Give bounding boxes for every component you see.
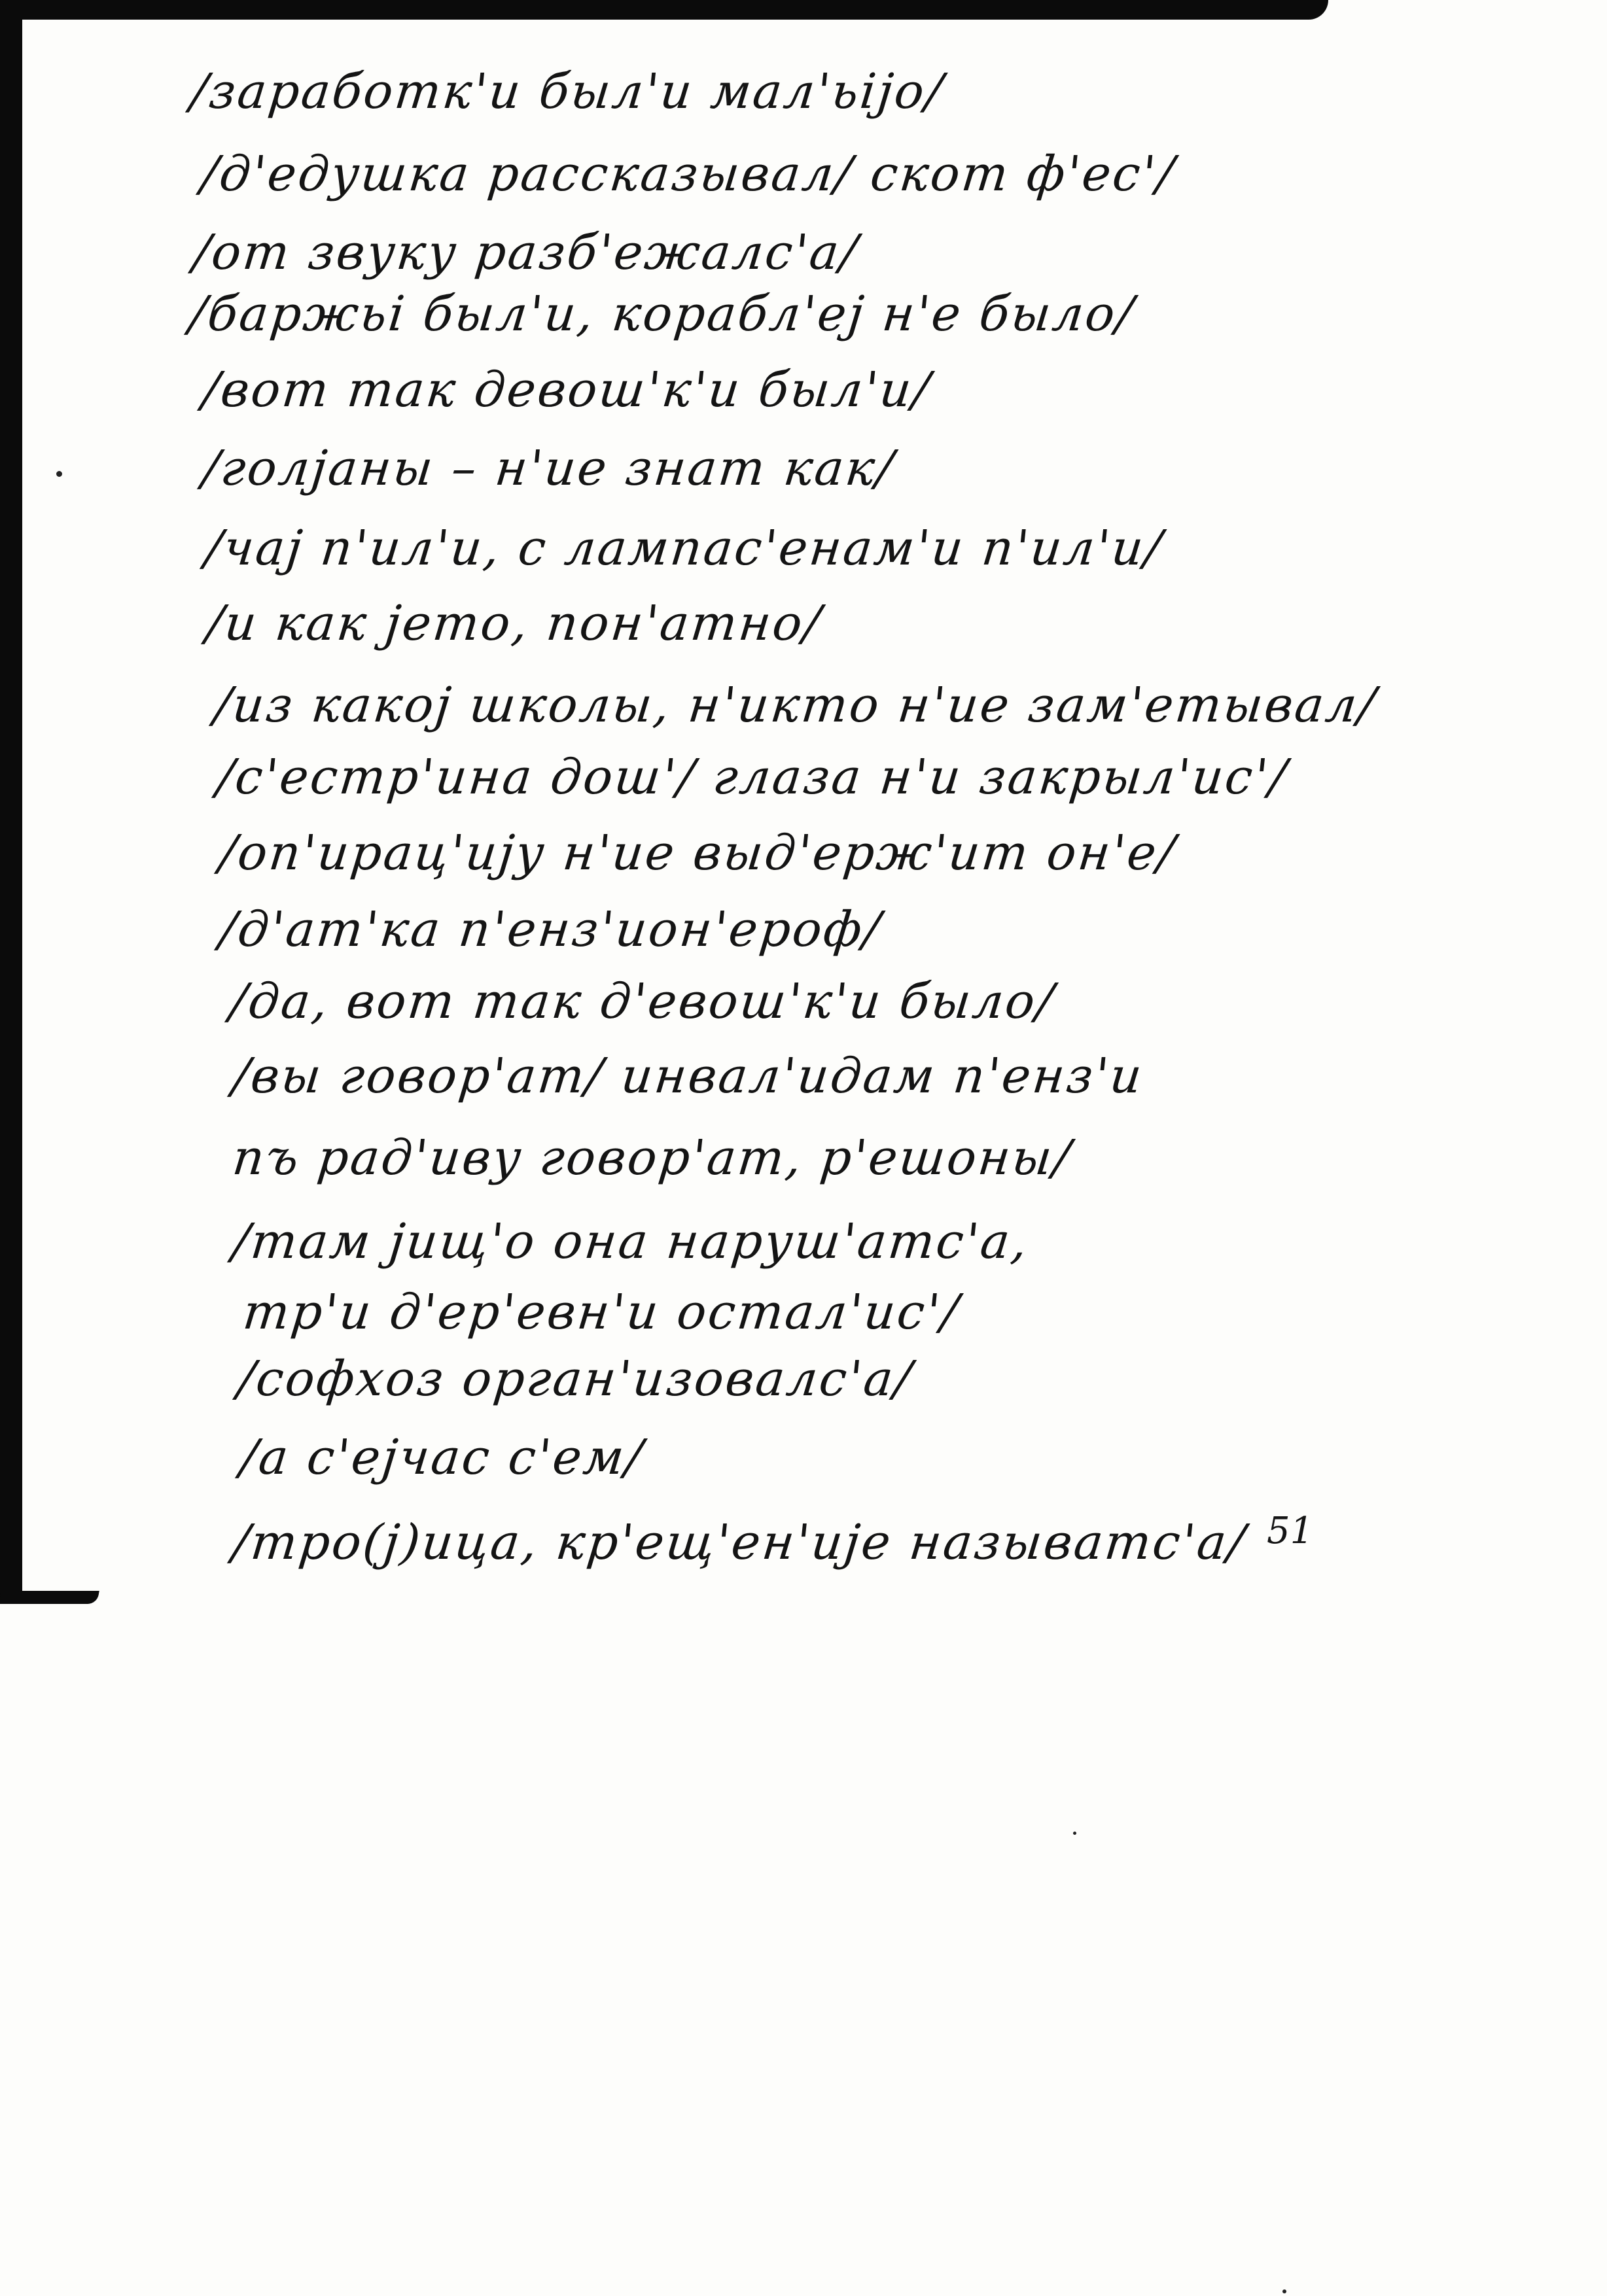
transcript-line: /там jищ'о она наруш'атс'а, [230, 1213, 1032, 1270]
transcript-line: /вы говор'ат/ инвал'идам п'енз'и [230, 1048, 1146, 1104]
transcript-line: /вот так девош'к'и был'и/ [200, 362, 934, 418]
page-number: 51 [1267, 1510, 1314, 1552]
transcript-line: /от звуку разб'ежалс'а/ [190, 224, 862, 281]
transcript-line: /д'ат'ка п'енз'ион'ероф/ [217, 901, 885, 958]
transcript-line: /баржьі был'и, корабл'еj н'е было/ [186, 286, 1138, 342]
transcript-line: /да, вот так д'евош'к'и было/ [227, 973, 1058, 1030]
transcript-line: пъ рад'иву говор'ат, р'ешоны/ [230, 1130, 1075, 1186]
transcript-line: /чаj п'ил'и, с лампас'енам'и п'ил'и/ [202, 520, 1167, 576]
transcript-line: /д'едушка рассказывал/ скот ф'ес'/ [198, 146, 1178, 202]
transcript-line: /из какоj школы, н'икто н'ие зам'етывал/ [211, 677, 1380, 733]
transcript-line: /с'естр'ина дош'/ глаза н'и закрыл'ис'/ [214, 749, 1291, 805]
transcript-line: /заработк'и был'и мал'ьіjо/ [188, 63, 947, 120]
ink-speck [1073, 1832, 1076, 1835]
transcript-line: /а с'еjчас с'ем/ [238, 1429, 647, 1486]
transcript-line: /голjаны – н'ие знат как/ [200, 440, 898, 496]
transcript-line: /и как jето, пон'атно/ [203, 595, 825, 652]
transcript-line: тр'и д'ер'евн'и остал'ис'/ [240, 1284, 963, 1340]
transcript-line: /софхоз орган'изовалс'а/ [235, 1351, 916, 1407]
transcript-line: /тро(j)ица, кр'ещ'ен'иjе называтс'а/ [230, 1514, 1250, 1571]
transcript-line: /оп'ирац'иjу н'ие выд'ерж'ит он'е/ [217, 825, 1180, 881]
ink-speck [1282, 2289, 1286, 2293]
